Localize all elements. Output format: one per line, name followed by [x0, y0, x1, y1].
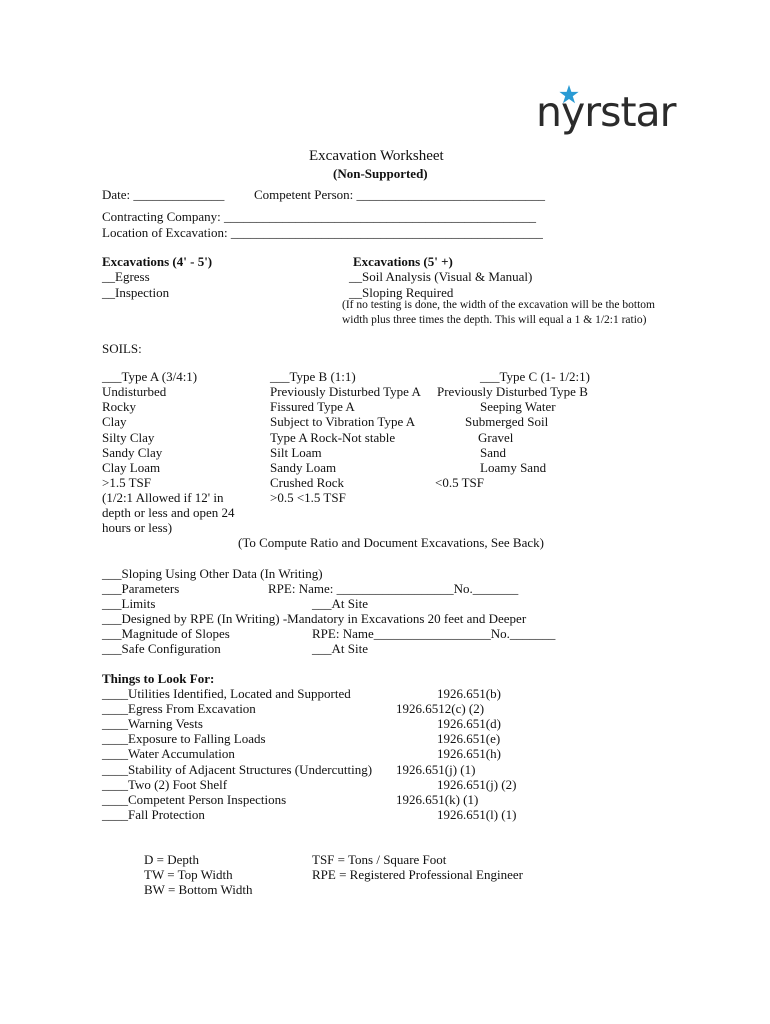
type-c-item: Loamy Sand [480, 460, 547, 475]
type-c-item: Previously Disturbed Type B [437, 384, 588, 399]
checklist-item[interactable]: ____Egress From Excavation [102, 701, 256, 716]
checklist-ref: 1926.651(h) [437, 746, 501, 761]
type-b-checkbox[interactable]: ___Type B (1:1) [270, 369, 356, 384]
safe-configuration-checkbox[interactable]: ___Safe Configuration [102, 641, 221, 656]
legend-item: RPE = Registered Professional Engineer [312, 867, 523, 882]
type-c-item: Seeping Water [480, 399, 556, 414]
page-subtitle: (Non-Supported) [333, 166, 428, 181]
type-c-item: Sand [480, 445, 506, 460]
type-a-item: Rocky [102, 399, 136, 414]
checklist-ref: 1926.651(d) [437, 716, 501, 731]
location-field[interactable]: Location of Excavation: ________________________________________________ [102, 225, 543, 240]
limits-checkbox[interactable]: ___Limits [102, 596, 156, 611]
parameters-checkbox[interactable]: ___Parameters [102, 581, 180, 596]
designed-by-rpe-checkbox[interactable]: ___Designed by RPE (In Writing) -Mandatory in Excavations 20 feet and Deeper [102, 611, 527, 626]
type-b-item: Crushed Rock [270, 475, 345, 490]
checklist-ref: 1926.6512(c) (2) [396, 701, 485, 716]
nyrstar-logo [536, 84, 681, 140]
things-heading: Things to Look For: [102, 671, 215, 686]
type-a-item: Sandy Clay [102, 445, 163, 460]
type-a-footnote: (1/2:1 Allowed if 12' in depth or less and open 24 hours or less) [102, 490, 235, 535]
rpe-name-field[interactable]: RPE: Name__________________No._______ [312, 626, 556, 641]
magnitude-slopes-checkbox[interactable]: ___Magnitude of Slopes [102, 626, 230, 641]
page-title: Excavation Worksheet [309, 148, 444, 164]
type-b-item: Type A Rock-Not stable [270, 430, 396, 445]
date-field[interactable]: Date: ______________ [102, 187, 225, 202]
type-a-item: >1.5 TSF [102, 475, 151, 490]
checklist-item[interactable]: ____Water Accumulation [102, 746, 235, 761]
checklist-ref: 1926.651(l) (1) [437, 807, 517, 822]
type-c-item: Gravel [478, 430, 514, 445]
checklist-item[interactable]: ____Fall Protection [102, 807, 205, 822]
type-b-item: Previously Disturbed Type A [270, 384, 421, 399]
sloping-note: (If no testing is done, the width of the excavation will be the bottom width plus three times the depth. This will equal a 1 & 1/2:1 ratio) [342, 299, 655, 326]
sloping-other-data-checkbox[interactable]: ___Sloping Using Other Data (In Writing) [102, 566, 323, 581]
type-a-checkbox[interactable]: ___Type A (3/4:1) [102, 369, 198, 384]
soil-analysis-checkbox[interactable]: __Soil Analysis (Visual & Manual) [349, 269, 533, 284]
inspection-checkbox[interactable]: __Inspection [102, 285, 170, 300]
at-site-checkbox[interactable]: ___At Site [312, 596, 368, 611]
type-c-checkbox[interactable]: ___Type C (1- 1/2:1) [480, 369, 590, 384]
checklist-item[interactable]: ____Warning Vests [102, 716, 203, 731]
type-b-item: Subject to Vibration Type A [270, 414, 416, 429]
type-a-item: Undisturbed [102, 384, 167, 399]
legend-item: BW = Bottom Width [144, 882, 253, 897]
contracting-company-field[interactable]: Contracting Company: ________________________________________________ [102, 209, 537, 224]
competent-person-field[interactable]: Competent Person: _____________________________ [254, 187, 546, 202]
checklist-item[interactable]: ____Competent Person Inspections [102, 792, 287, 807]
logo-text: nyrstar [536, 88, 676, 136]
compute-note: (To Compute Ratio and Document Excavations, See Back) [238, 535, 544, 550]
checklist-ref: 1926.651(b) [437, 686, 501, 701]
soils-label: SOILS: [102, 341, 142, 356]
checklist-ref: 1926.651(k) (1) [396, 792, 479, 807]
checklist-ref: 1926.651(j) (2) [437, 777, 517, 792]
type-a-item: Clay [102, 414, 127, 429]
legend-item: TW = Top Width [144, 867, 233, 882]
type-a-item: Silty Clay [102, 430, 155, 445]
type-b-item: Sandy Loam [270, 460, 337, 475]
checklist-ref: 1926.651(j) (1) [396, 762, 476, 777]
egress-checkbox[interactable]: __Egress [102, 269, 150, 284]
excavations-large-heading: Excavations (5' +) [353, 254, 453, 269]
type-a-item: Clay Loam [102, 460, 161, 475]
sloping-required-checkbox[interactable]: __Sloping Required [349, 285, 454, 300]
checklist-item[interactable]: ____Exposure to Falling Loads [102, 731, 266, 746]
at-site-checkbox[interactable]: ___At Site [312, 641, 368, 656]
type-b-item: Fissured Type A [270, 399, 355, 414]
rpe-name-field[interactable]: RPE: Name: __________________No._______ [268, 581, 519, 596]
checklist-item[interactable]: ____Utilities Identified, Located and Supported [102, 686, 351, 701]
legend-item: D = Depth [144, 852, 199, 867]
checklist-item[interactable]: ____Stability of Adjacent Structures (Undercutting) [102, 762, 373, 777]
type-c-item: Submerged Soil [465, 414, 549, 429]
checklist-item[interactable]: ____Two (2) Foot Shelf [102, 777, 228, 792]
type-c-item: <0.5 TSF [435, 475, 484, 490]
excavations-small-heading: Excavations (4' - 5') [102, 254, 213, 269]
type-b-item: >0.5 <1.5 TSF [270, 490, 346, 505]
legend-item: TSF = Tons / Square Foot [312, 852, 447, 867]
type-b-item: Silt Loam [270, 445, 322, 460]
checklist-ref: 1926.651(e) [437, 731, 501, 746]
